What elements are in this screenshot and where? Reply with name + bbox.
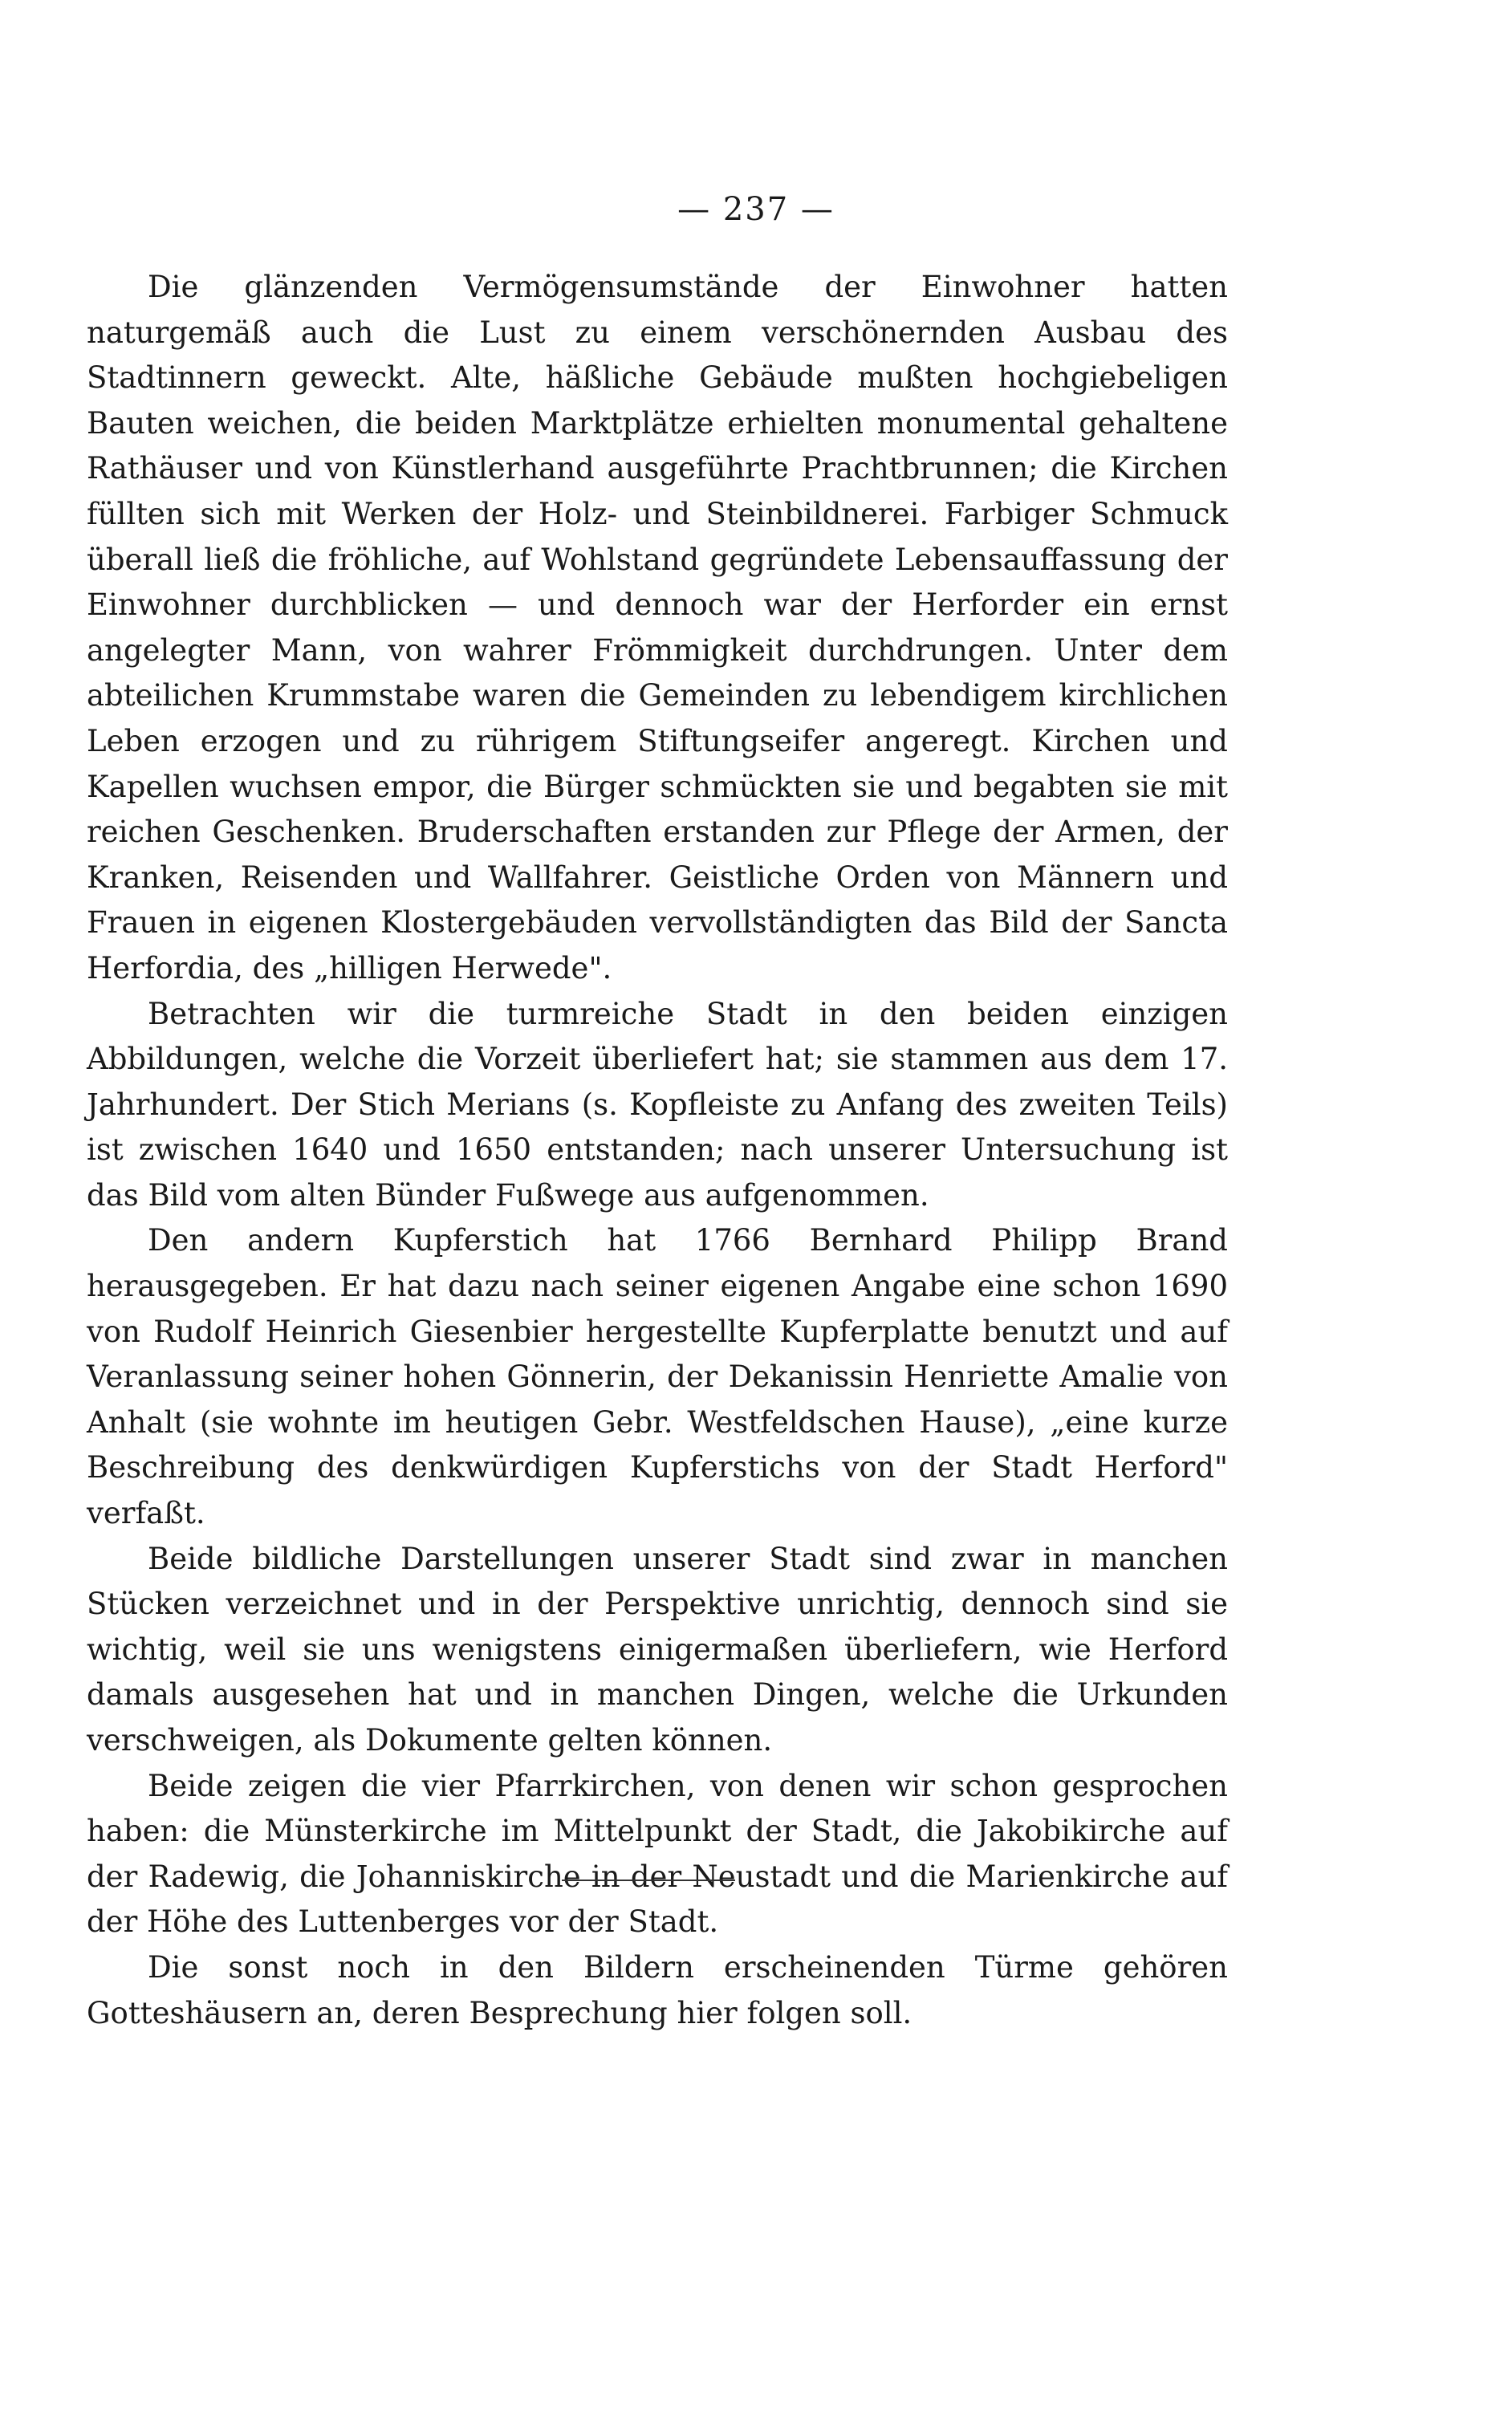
- paragraph-2: Betrachten wir die turmreiche Stadt in den beiden einzigen Abbildungen, welche die Vorzeit überliefert hat; sie stammen aus dem 17. Jahrhundert. Der Stich Merians (s. Kopfleiste zu Anfang des zweiten Teils) ist zwischen 1640 und 1650 entstanden; nach unserer Untersuchung ist das Bild vom alten Bünder Fußwege aus aufgenommen.: [87, 996, 1228, 1213]
- paragraph-6: Die sonst noch in den Bildern erscheinenden Türme gehören Gotteshäusern an, deren Besprechung hier folgen soll.: [87, 1949, 1228, 2030]
- page-number: — 237 —: [677, 191, 835, 228]
- body-text: [87, 265, 1228, 2036]
- paragraph-3: Den andern Kupferstich hat 1766 Bernhard Philipp Brand herausgegeben. Er hat dazu nach seiner eigenen Angabe eine schon 1690 von Rudolf Heinrich Giesenbier hergestellte Kupferplatte benutzt und auf Veranlassung seiner hohen Gönnerin, der Dekanissin Henriette Amalie von Anhalt (sie wohnte im heutigen Gebr. Westfeldschen Hause), „eine kurze Beschreibung des denkwürdigen Kupferstichs von der Stadt Herford" verfaßt.: [87, 1223, 1228, 1531]
- paragraph-5: Beide zeigen die vier Pfarrkirchen, von denen wir schon gesprochen haben: die Münsterkirche im Mittelpunkt der Stadt, die Jakobikirche auf der Radewig, die Johanniskirche in der Neustadt und die Marienkirche auf der Höhe des Luttenberges vor der Stadt.: [87, 1768, 1228, 1940]
- paragraph-4: Beide bildliche Darstellungen unserer Stadt sind zwar in manchen Stücken verzeichnet und in der Perspektive unrichtig, dennoch sind sie wichtig, weil sie uns wenigstens einigermaßen überliefern, wie Herford damals ausgesehen hat und in manchen Dingen, welche die Urkunden verschweigen, als Dokumente gelten können.: [87, 1541, 1228, 1758]
- paragraph-1: Die glänzenden Vermögensumstände der Einwohner hatten naturgemäß auch die Lust zu einem verschönernden Ausbau des Stadtinnern geweckt. Alte, häßliche Gebäude mußten hochgiebeligen Bauten weichen, die beiden Marktplätze erhielten monumental gehaltene Rathäuser und von Künstlerhand ausgeführte Prachtbrunnen; die Kirchen füllten sich mit Werken der Holz- und Steinbildnerei. Farbiger Schmuck überall ließ die fröhliche, auf Wohlstand gegründete Lebensauffassung der Einwohner durchblicken — und dennoch war der Herforder ein ernst angelegter Mann, von wahrer Frömmigkeit durchdrungen. Unter dem abteilichen Krummstabe waren die Gemeinden zu lebendigem kirchlichen Leben erzogen und zu rührigem Stiftungseifer angeregt. Kirchen und Kapellen wuchsen empor, die Bürger schmückten sie und begabten sie mit reichen Geschenken. Bruderschaften erstanden zur Pflege der Armen, der Kranken, Reisenden und Wallfahrer. Geistliche Orden von Männern und Frauen in eigenen Klostergebäuden vervollständigten das Bild der Sancta Herfordia, des „hilligen Herwede".: [87, 270, 1228, 986]
- section-end-rule: [562, 1880, 735, 1881]
